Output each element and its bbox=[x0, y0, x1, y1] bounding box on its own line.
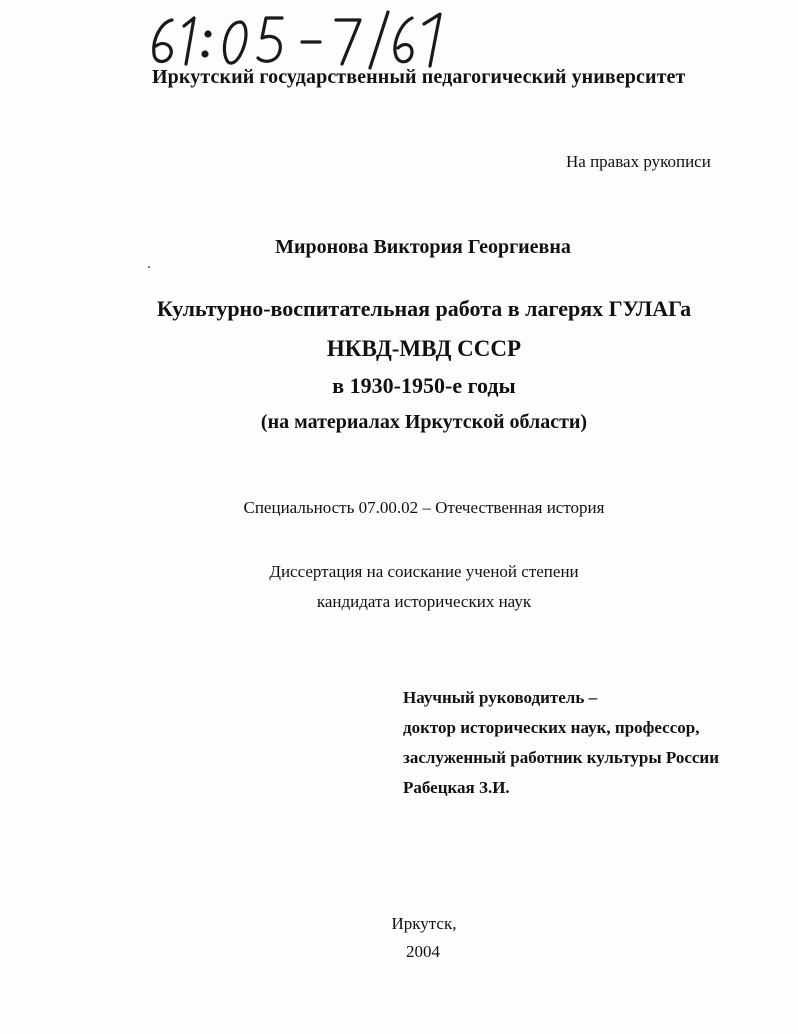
author-name: Миронова Виктория Георгиевна bbox=[275, 236, 571, 258]
scan-speck bbox=[148, 266, 150, 268]
specialty: Специальность 07.00.02 – Отечественная история bbox=[243, 498, 605, 517]
advisor-degree: доктор исторических наук, профессор, bbox=[403, 718, 700, 737]
advisor-name: Рабецкая З.И. bbox=[403, 778, 510, 797]
dissertation-title-line-2: НКВД-МВД СССР bbox=[326, 336, 522, 361]
degree-line-1: Диссертация на соискание ученой степени bbox=[269, 562, 579, 581]
advisor-heading: Научный руководитель – bbox=[403, 688, 598, 707]
advisor-honorific: заслуженный работник культуры России bbox=[403, 748, 719, 767]
place-of-publication: Иркутск, bbox=[391, 914, 457, 933]
dissertation-title-line-1: Культурно-воспитательная работа в лагерях ГУЛАГа bbox=[156, 296, 692, 321]
degree-line-2: кандидата исторических наук bbox=[316, 592, 532, 611]
university-name: Иркутский государственный педагогический университет bbox=[152, 66, 686, 88]
dissertation-title-line-3: в 1930-1950-е годы bbox=[332, 373, 516, 398]
manuscript-rights-note: На правах рукописи bbox=[566, 152, 711, 171]
publication-year: 2004 bbox=[406, 942, 440, 961]
dissertation-title-line-4: (на материалах Иркутской области) bbox=[260, 411, 588, 433]
handwritten-archive-mark bbox=[142, 8, 462, 70]
